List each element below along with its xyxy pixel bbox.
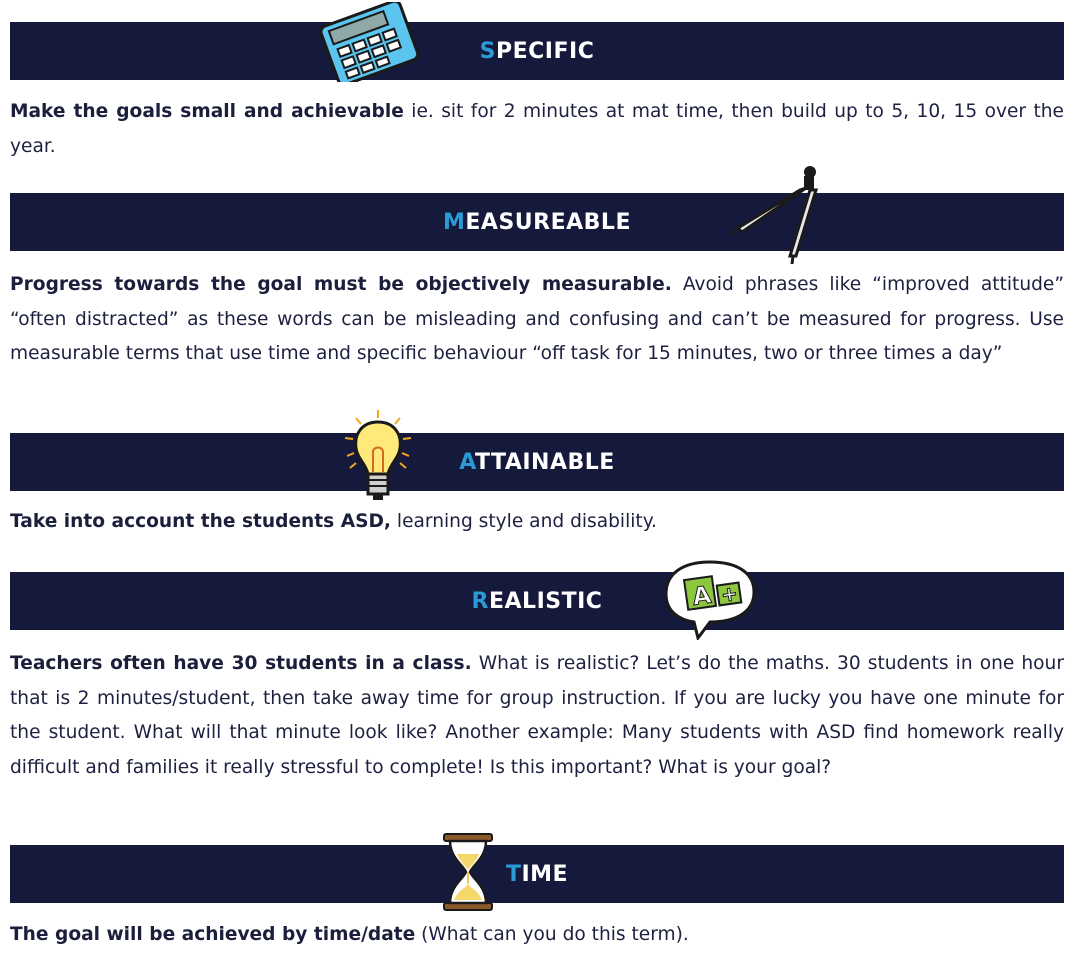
section-title: TIME — [505, 861, 569, 887]
section-title: ATTAINABLE — [459, 449, 615, 475]
svg-text:+: + — [719, 580, 740, 607]
section-title: SPECIFIC — [479, 38, 595, 64]
section-body-specific: Make the goals small and achievable ie. sit for 2 minutes at mat time, then build up to 5, 10, 15 over the year. — [10, 101, 1064, 157]
hourglass-icon — [440, 832, 496, 912]
section-body-time: The goal will be achieved by time/date (What can you do this term). — [10, 924, 689, 945]
svg-text:A: A — [690, 580, 713, 611]
grade-speech-bubble-icon — [660, 556, 760, 640]
section-body-measureable: Progress towards the goal must be objectively measurable. Avoid phrases like “improved attitude” “often distracted” as these words can be misleading and confusing and can’t be measured for progress. Use measurable terms that use time and specific behaviour “off task for 15 minutes, two or three times a day” — [10, 274, 1064, 364]
section-body-realistic: Teachers often have 30 students in a class. What is realistic? Let’s do the maths. 30 students in one hour that is 2 minutes/student, then take away time for group instruction. If you are lucky you have one minute for the student. What will that minute look like? Another example: Many students with ASD find homework really difficult and families it really stressful to complete! Is this important? What is your goal? — [10, 653, 1064, 778]
section-body-attainable: Take into account the students ASD, learning style and disability. — [10, 511, 657, 532]
section-header-realistic — [10, 572, 1064, 630]
section-header-measureable — [10, 193, 1064, 251]
section-header-specific — [10, 22, 1064, 80]
section-title: MEASUREABLE — [443, 209, 631, 235]
calculator-icon — [313, 2, 425, 82]
lightbulb-icon — [342, 408, 414, 504]
section-header-time — [10, 845, 1064, 903]
section-header-attainable — [10, 433, 1064, 491]
section-title: REALISTIC — [471, 588, 603, 614]
compass-icon — [730, 160, 825, 265]
